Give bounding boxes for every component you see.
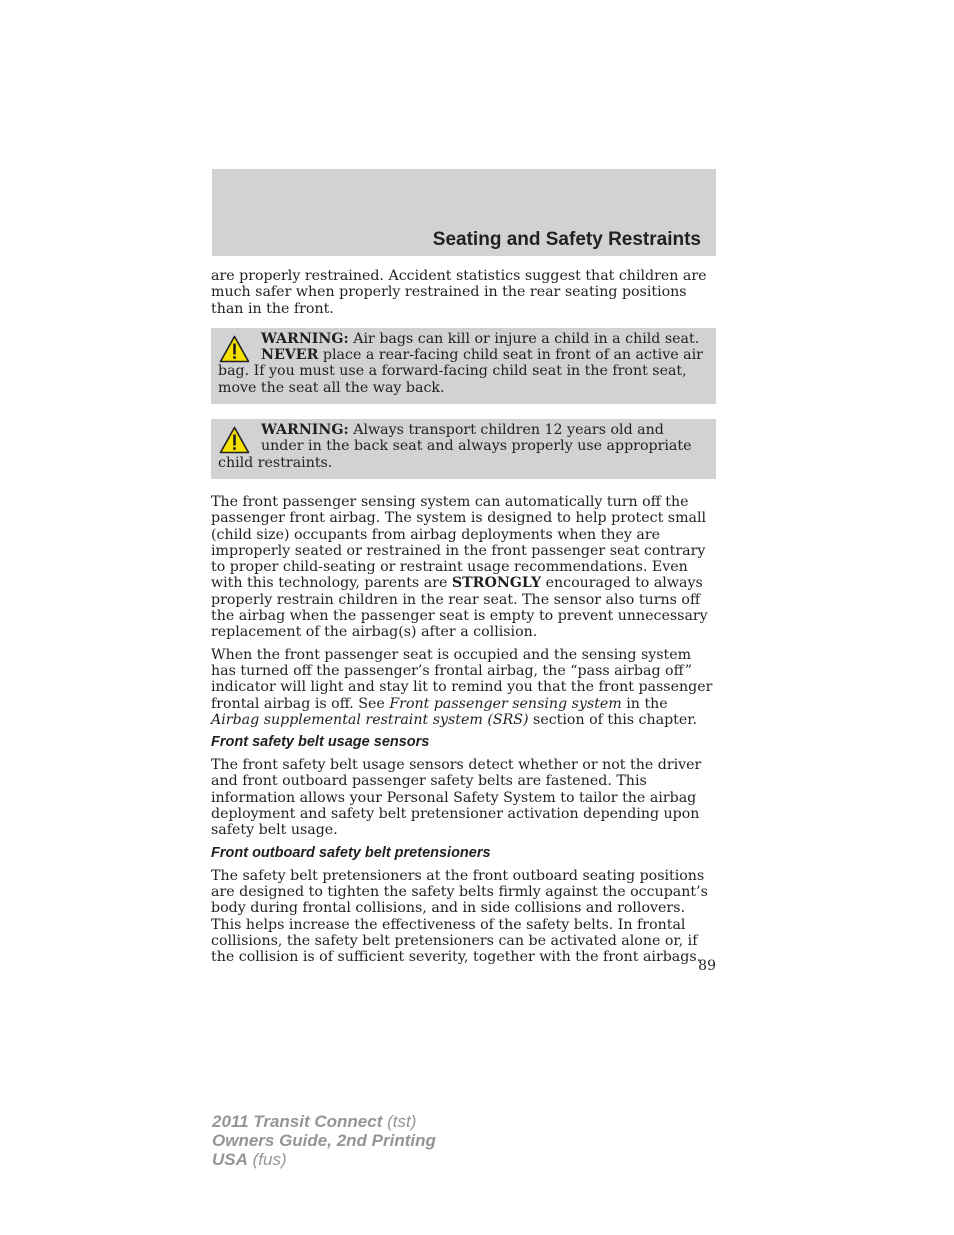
page-content [211, 268, 716, 971]
occupied-text-mid: in the [621, 695, 668, 712]
footer-guide: Owners Guide, 2nd Printing [212, 1131, 436, 1150]
footer-market: USA [212, 1150, 248, 1169]
cross-reference-srs: Airbag supplemental restraint system (SRS) [211, 711, 529, 728]
occupied-text-end: section of this chapter. [528, 711, 698, 728]
sensing-text: The front passenger sensing system can automatically turn off the passenger front airbag. The system is designed to help protect small (child size) occupants from airbag deployments when they are improperly seated or restrained in the front passenger seat contrary to proper child-seating or restraint usage recommendations. Even with this technology, parents are [211, 493, 707, 592]
warning-box-back-seat [211, 419, 716, 479]
warning-triangle-icon [219, 335, 250, 363]
cross-reference-sensing: Front passenger sensing system [389, 695, 622, 712]
warning-box-child-seat [211, 328, 716, 404]
footer-model: 2011 Transit Connect [212, 1112, 383, 1131]
warning-text: Always transport children 12 years old and under in the back seat and always properly use appropriate child restraints. [218, 422, 692, 471]
footer-line-guide [212, 1131, 436, 1150]
section-header-band [212, 169, 716, 256]
footer-model-code: (tst) [382, 1112, 417, 1131]
warning-emphasis: NEVER [261, 347, 319, 364]
footer-line-model [212, 1112, 436, 1131]
sensing-emphasis: STRONGLY [451, 575, 542, 592]
subheading-belt-pretensioners: Front outboard safety belt pretensioners [211, 844, 491, 861]
occupied-text: When the front passenger seat is occupied and the sensing system has turned off the passenger’s frontal airbag, the “pass airbag off” indicator will light and stay lit to remind you that the front passenger frontal airbag is off. See [211, 646, 713, 712]
warning-label: WARNING: [261, 330, 349, 347]
section-title: Seating and Safety Restraints [432, 229, 701, 250]
document-footer [212, 1112, 436, 1169]
pass-airbag-off-paragraph [211, 647, 716, 728]
intro-paragraph: are properly restrained. Accident statistics suggest that children are much safer when properly restrained in the rear seating positions than in the front. [211, 268, 707, 317]
subheading-belt-usage-sensors: Front safety belt usage sensors [211, 734, 430, 751]
belt-pretensioners-paragraph: The safety belt pretensioners at the front outboard seating positions are designed to tighten the safety belts firmly against the occupant’s body during frontal collisions, and in side collisions and rollovers. This helps increase the effectiveness of the safety belts. In frontal collisions, the safety belt pretensioners can be activated alone or, if the collision is of sufficient severity, together with the front airbags. [211, 867, 708, 966]
page-number: 89 [698, 958, 716, 974]
warning-triangle-icon [219, 426, 250, 454]
warning-text-continued: place a rear-facing child seat in front of an active air bag. If you must use a forward-facing child seat in the front seat, move the seat all the way back. [218, 347, 703, 396]
belt-usage-sensors-paragraph: The front safety belt usage sensors detect whether or not the driver and front outboard passenger safety belts are fastened. This information allows your Personal Safety System to tailor the airbag deployment and safety belt pretensioner activation depending upon safety belt usage. [211, 757, 702, 839]
footer-line-market [212, 1150, 436, 1169]
sensing-text-continued: encouraged to always properly restrain children in the rear seat. The sensor also turns off the airbag when the passenger seat is empty to prevent unnecessary replacement of the airbag(s) after a collision. [211, 575, 708, 641]
warning-label: WARNING: [261, 422, 349, 439]
footer-market-code: (fus) [247, 1150, 287, 1169]
sensing-system-paragraph [211, 494, 716, 641]
warning-text: Air bags can kill or injure a child in a child seat. [348, 330, 700, 347]
